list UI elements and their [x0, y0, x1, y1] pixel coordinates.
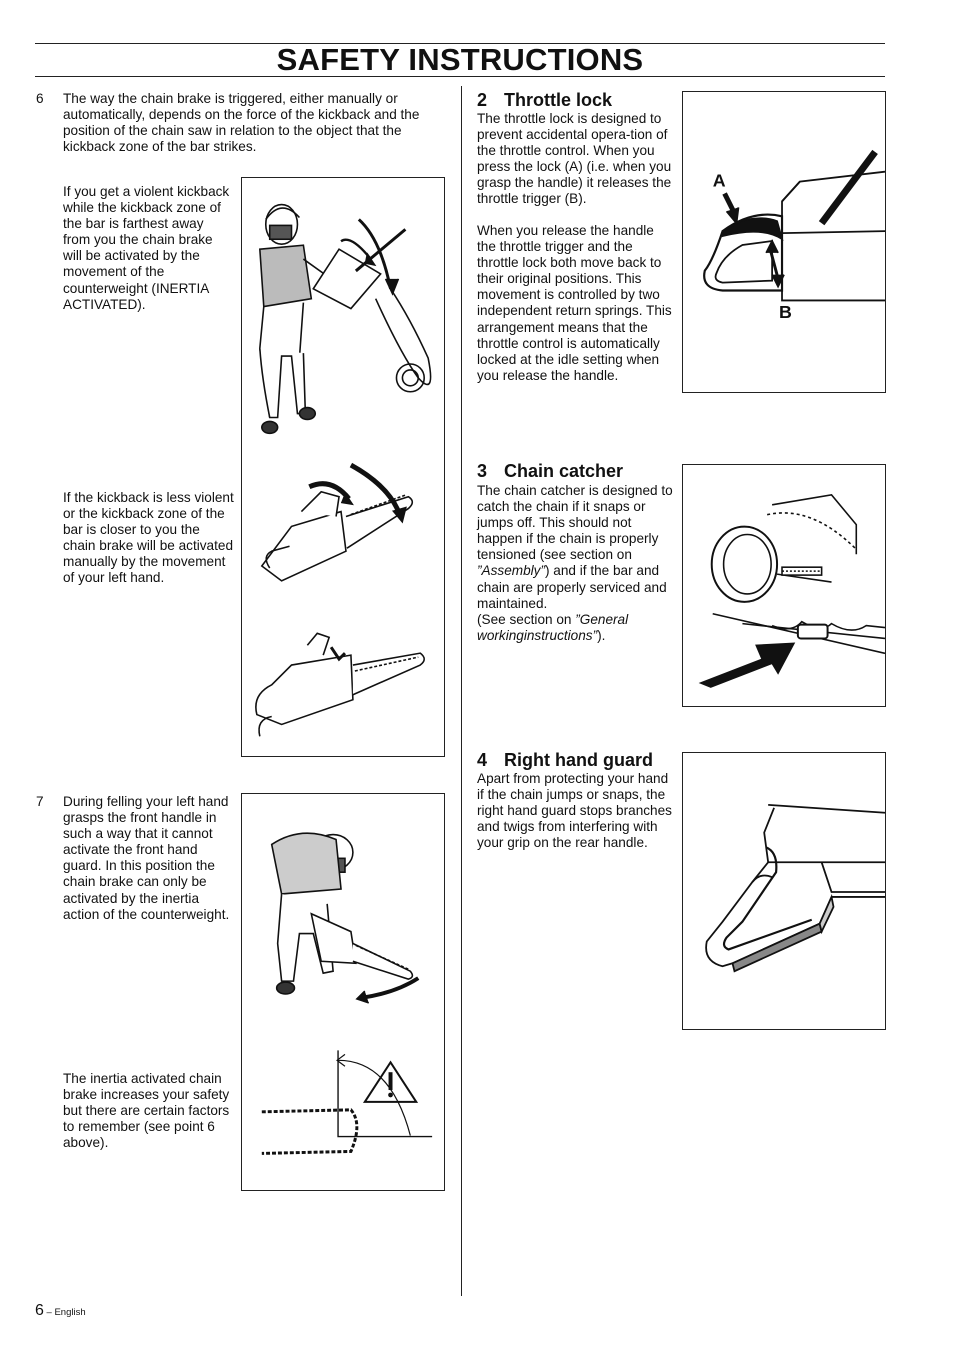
page-title: SAFETY INSTRUCTIONS	[276, 42, 644, 77]
item-7-number: 7	[36, 794, 44, 809]
kickback-figure	[241, 177, 445, 757]
warning-triangle-icon	[365, 1062, 416, 1102]
chain-catcher-number: 3	[477, 461, 488, 481]
throttle-lock-title: Throttle lock	[504, 90, 613, 110]
manual-paragraph: If the kickback is less violent or the kickback zone of the bar is closer to you the chain brake will be activated manually by the movement of your left hand.	[63, 490, 234, 586]
chainsaw-manual-brake-illustration	[262, 465, 413, 581]
label-a: A	[712, 170, 726, 191]
page-number: 6	[35, 1302, 44, 1319]
item-6-number: 6	[36, 91, 44, 106]
assembly-reference: ”Assembly”	[477, 563, 545, 579]
item-7-text: During felling your left hand grasps the front handle in such a way that it cannot activate the front hand guard. In this position the chain brake can only be activated by the inertia action of the counterweight.	[63, 794, 230, 922]
chain-catcher-heading	[477, 461, 623, 481]
throttle-lock-figure	[682, 91, 886, 393]
label-b: B	[779, 302, 792, 323]
felling-figure	[241, 793, 445, 1191]
item-6-text: The way the chain brake is triggered, either manually or automatically, depends on the force of the kickback and the position of the chain saw in relation to the object that the kickback zone of the bar strikes.	[63, 91, 420, 155]
page-footer	[35, 1302, 86, 1320]
throttle-lock-text-1: The throttle lock is designed to prevent accidental opera-tion of the throttle control. When you press the lock (A) (i.e. when you grasp the handle) it releases the throttle trigger (B).	[477, 111, 672, 207]
right-hand-guard-text: Apart from protecting your hand if the chain jumps or snaps, the right hand guard stops branches and twigs from interfering with your grip on the rear handle.	[477, 771, 672, 851]
chain-catcher-illustration	[701, 495, 885, 687]
throttle-lock-heading	[477, 90, 612, 110]
throttle-lock-illustration	[704, 152, 885, 301]
person-kickback-illustration	[260, 205, 431, 434]
throttle-lock-text-2: When you release the handle the throttle trigger and the throttle lock both move back to their original positions. This movement is controlled by two independent return springs. This arrangement means that the throttle control is automatically locked at the idle setting when you release the handle.	[477, 223, 672, 383]
column-divider	[461, 86, 462, 1296]
footer-language: – English	[43, 1307, 86, 1318]
chainsaw-inertia-illustration	[256, 633, 424, 736]
right-hand-guard-number: 4	[477, 750, 488, 770]
remember-paragraph: The inertia activated chain brake increases your safety but there are certain factors to remember (see point 6 above).	[63, 1071, 230, 1151]
inertia-paragraph: If you get a violent kickback while the kickback zone of the bar is farthest away from you the chain brake will be activated by the movement of the counterweight (INERTIA ACTIVATED).	[63, 184, 230, 312]
general-instructions-reference: ”General workinginstructions”	[477, 611, 629, 643]
throttle-lock-number: 2	[477, 90, 488, 110]
chain-catcher-figure	[682, 464, 886, 707]
person-felling-illustration	[272, 833, 419, 1003]
right-hand-guard-heading	[477, 750, 653, 770]
title-rule	[35, 76, 885, 77]
right-hand-guard-title: Right hand guard	[504, 750, 653, 770]
right-hand-guard-illustration	[706, 805, 885, 971]
chain-catcher-title: Chain catcher	[504, 461, 624, 481]
right-hand-guard-figure	[682, 752, 886, 1030]
chain-catcher-text: The chain catcher is designed to catch the chain if it snaps or jumps off. This should not happen if the chain is properly tensioned (see section on ”Assembly”) and if the bar and chain are properly serviced and maintained. (See section on ”General workinginstructions”).	[477, 483, 673, 643]
